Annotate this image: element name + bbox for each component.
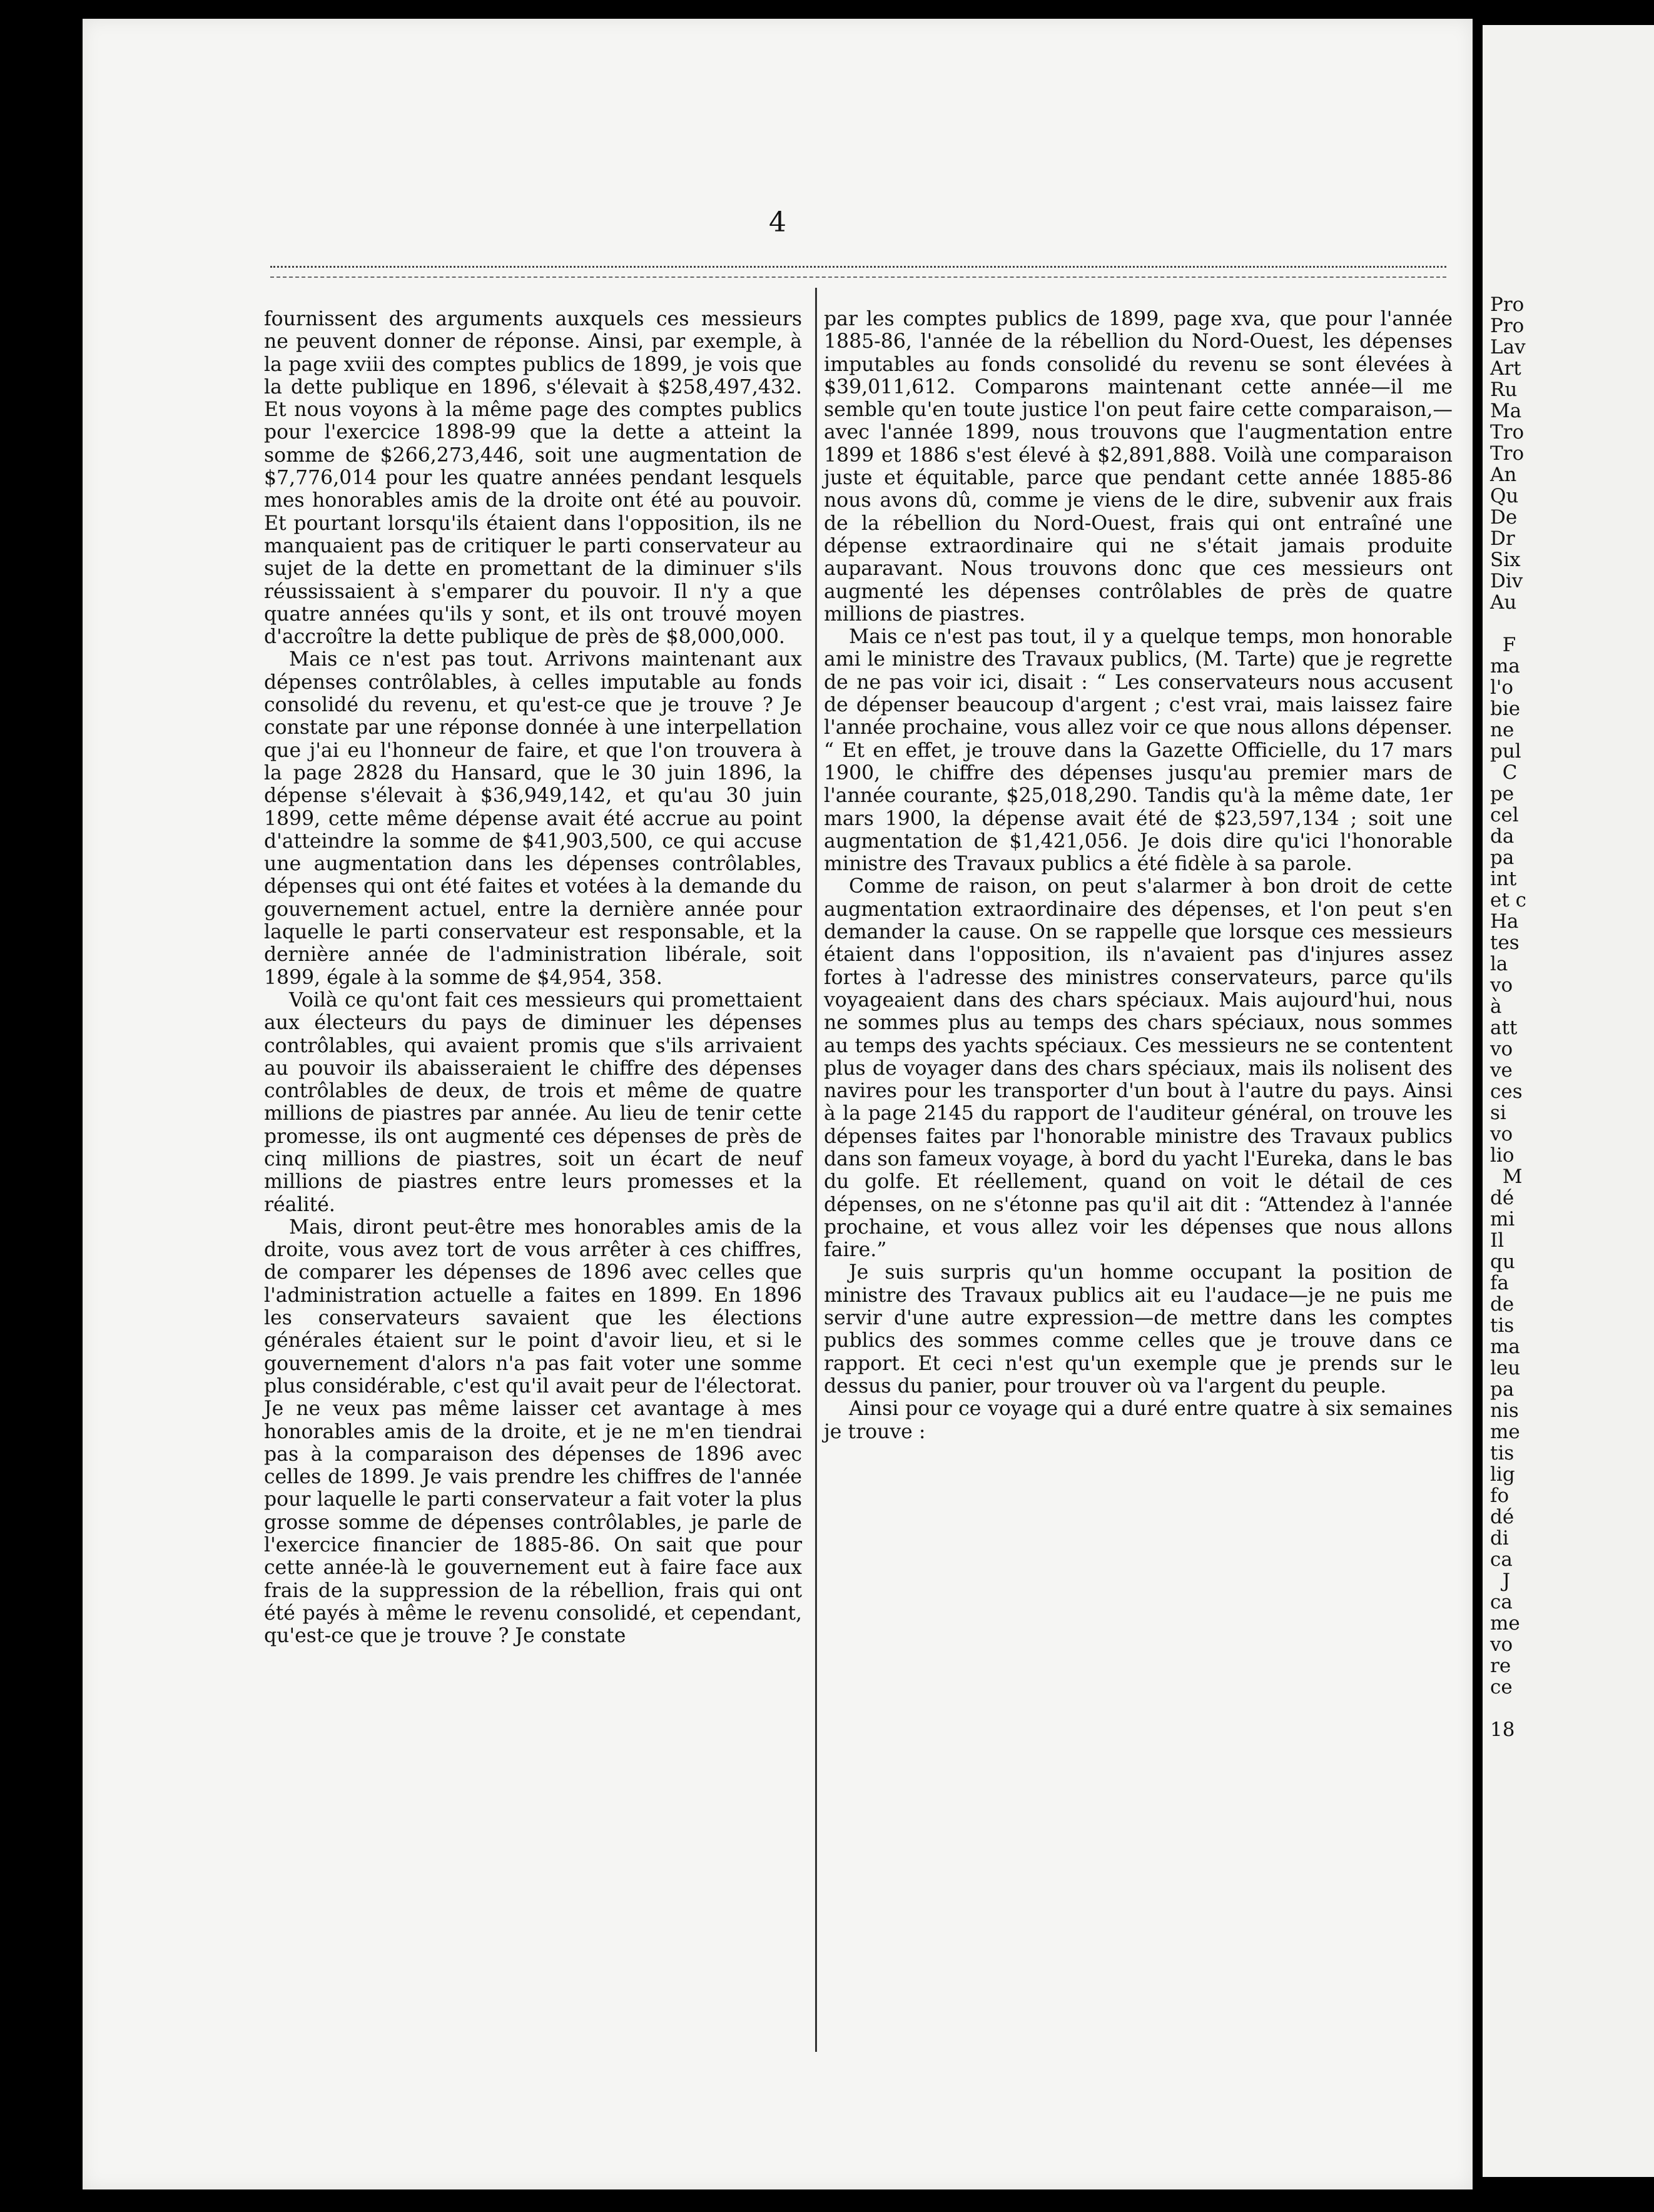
paragraph: Mais ce n'est pas tout. Arrivons maintenant aux dépenses contrôlables, à celles imputable au fonds consolidé du revenu, et qu'est-ce que je trouve ? Je constate par une réponse donnée à une interpellation que j'ai eu l'honneur de faire, et que l'on trouvera à la page 2828 du Hansard, que le 30 juin 1896, la dépense s'élevait à $36,949,142, et qu'au 30 juin 1899, cette même dépense avait été accrue au point d'atteindre la somme de $41,903,500, ce qui accuse une augmentation dans les dépenses contrôlables, dépenses qui ont été faites et votées à la demande du gouvernement actuel, entre la dernière année pour laquelle le parti conservateur est responsable, et la dernière année de l'administration libérale, soit 1899, égale à la somme de $4,954, 358. (264, 648, 802, 989)
paragraph: fournissent des arguments auxquels ces messieurs ne peuvent donner de réponse. Ainsi, par exemple, à la page xviii des comptes publics de 1899, je vois que la dette publique en 1896, s'élevait à $258,497,432. Et nous voyons à la même page des comptes publics pour l'exercice 1898-99 que la dette a atteint la somme de $266,273,446, soit une augmentation de $7,776,014 pour les quatre années pendant lesquels mes honorables amis de la droite ont été au pouvoir. Et pourtant lorsqu'ils étaient dans l'opposition, ils ne manquaient pas de critiquer le parti conservateur au sujet de la dette en promettant de la diminuer s'ils réussissaient à s'emparer du pouvoir. Il n'y a que quatre années qu'ils y sont, et ils ont trouvé moyen d'accroître la dette publique de près de $8,000,000. (264, 308, 802, 649)
paragraph: par les comptes publics de 1899, page xva, que pour l'année 1885-86, l'année de la rébellion du Nord-Ouest, les dépenses imputables au fonds consolidé du revenu se sont élevées à $39,011,612. Comparons maintenant cette année—il me semble qu'en toute justice l'on peut faire cette comparaison,—avec l'année 1899, nous trouvons que l'augmentation entre 1899 et 1886 s'est élevé à $2,891,888. Voilà une comparaison juste et équitable, parce que pendant cette année 1885-86 nous avons dû, comme je viens de le dire, subvenir aux frais de la rébellion du Nord-Ouest, frais qui ont entraîné une dépense extraordinaire qui ne s'était jamais produite auparavant. Nous trouvons donc que ces messieurs ont augmenté les dépenses contrôlables de près de quatre millions de piastres. (824, 308, 1453, 626)
paragraph: Ainsi pour ce voyage qui a duré entre quatre à six semaines je trouve : (824, 1398, 1453, 1443)
page-number: 4 (769, 206, 786, 238)
paragraph: Mais, diront peut-être mes honorables amis de la droite, vous avez tort de vous arrêter à ces chiffres, de comparer les dépenses de 1896 avec celles que l'administration actuelle a faites en 1899. En 1896 les conservateurs savaient que les élections générales étaient sur le point d'avoir lieu, et si le gouvernement d'alors n'a pas fait voter une somme plus considérable, c'est qu'il avait peur de l'électorat. Je ne veux pas même laisser cet avantage à mes honorables amis de la droite, et je ne m'en tiendrai pas à la comparaison des dépenses de 1896 avec celles de 1899. Je vais prendre les chiffres de l'année pour laquelle le parti conservateur a fait voter la plus grosse somme de dépenses contrôlables, je parle de l'exercice financier de 1885-86. On sait que pour cette année-là le gouvernement eut à faire face aux frais de la suppression de la rébellion, frais qui ont été payés à même le revenu consolidé, et cependant, qu'est-ce que je trouve ? Je constate (264, 1215, 802, 1648)
paragraph: Mais ce n'est pas tout, il y a quelque temps, mon honorable ami le ministre des Travaux publics, (M. Tarte) que je regrette de ne pas voir ici, disait : “ Les conservateurs nous accusent de dépenser beaucoup d'argent ; c'est vrai, mais laissez faire l'année prochaine, vous allez voir ce que nous allons dépenser. “ Et en effet, je trouve dans la Gazette Officielle, du 17 mars 1900, le chiffre des dépenses jusqu'au premier mars de l'année courante, $25,018,290. Tandis qu'à la même date, 1er mars 1900, la dépense avait été de $23,597,134 ; soit une augmentation de $1,421,056. Je dois dire qu'ici l'honorable ministre des Travaux publics a été fidèle à sa parole. (824, 626, 1453, 876)
header-rule (270, 266, 1446, 268)
paragraph: Voilà ce qu'ont fait ces messieurs qui promettaient aux électeurs du pays de diminuer les dépenses contrôlables, qui avaient promis que s'ils arrivaient au pouvoir ils abaisseraient le chiffre des dépenses contrôlables de deux, de trois et même de quatre millions de piastres par année. Au lieu de tenir cette promesse, ils ont augmenté ces dépenses de près de cinq millions de piastres, soit un écart de neuf millions de piastres entre leurs promesses et la réalité. (264, 988, 802, 1216)
header-rule-secondary (270, 276, 1446, 278)
document-page (83, 19, 1473, 2189)
paragraph: Comme de raison, on peut s'alarmer à bon droit de cette augmentation extraordinaire des dépenses, et l'on peut s'en demander la cause. On se rappelle que lorsque ces messieurs étaient dans l'opposition, ils n'avaient pas d'injures assez fortes à l'adresse des ministres conservateurs, parce qu'ils voyageaient dans des chars spéciaux. Mais aujourd'hui, nous ne sommes plus au temps des chars spéciaux, nous sommes au temps des yachts spéciaux. Ces messieurs ne se contentent plus de voyager dans des chars spéciaux, mais ils nolisent des navires pour les transporter d'un bout à l'autre du pays. Ainsi à la page 2145 du rapport de l'auditeur général, on trouve les dépenses faites par l'honorable ministre des Travaux publics dans son fameux voyage, à bord du yacht l'Eureka, dans le bas du golfe. Et réellement, quand on voit le détail de ces dépenses, on ne s'étonne pas qu'il ait dit : “Attendez à l'année prochaine, et vous allez voir les dépenses que nous allons faire.” (824, 875, 1453, 1262)
column-divider (815, 288, 817, 2052)
paragraph: Je suis surpris qu'un homme occupant la position de ministre des Travaux publics ait eu l'audace—je ne puis me servir d'une autre expression—de mettre dans les comptes publics des sommes comme celles que je trouve dans ce rapport. Et ceci n'est qu'un exemple que je prends sur le dessus du panier, pour trouver où va l'argent du peuple. (824, 1261, 1453, 1398)
adjacent-page-fragment (1483, 25, 1654, 2177)
adjacent-page-text: Pro Pro Lav Art Ru Ma Tro Tro An Qu De Dr Six Div Au F ma l'o bie ne pul C pe cel da pa int et c Ha tes la vo à att vo ve ces si vo lio M dé mi Il qu fa de tis ma leu pa nis me tis lig fo dé di ca J ca me vo re ce 18 (1490, 293, 1527, 1741)
right-column (824, 308, 1453, 1443)
left-column (264, 308, 802, 1648)
